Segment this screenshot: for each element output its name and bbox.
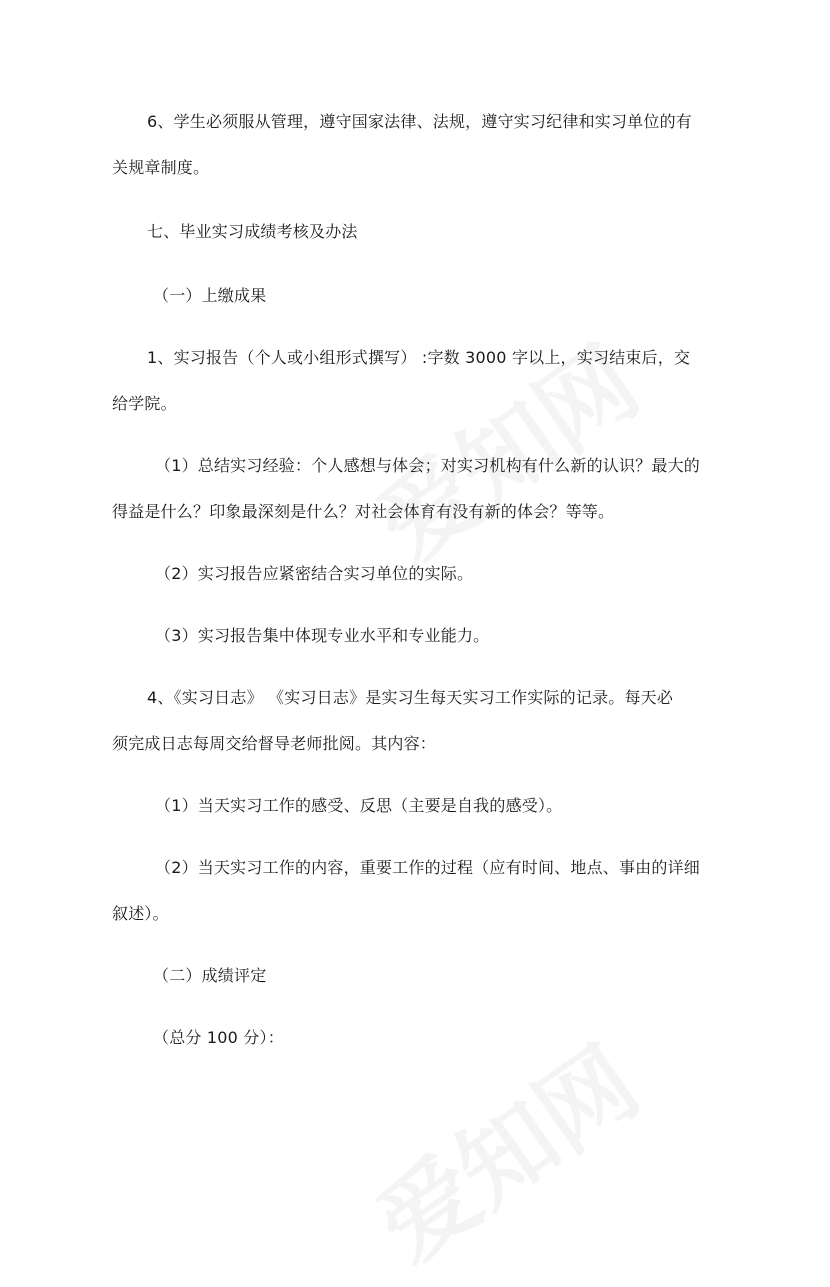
paragraph-line: 得益是什么？印象最深刻是什么？对社会体育有没有新的体会？等等。 [112, 502, 615, 521]
paragraph-line: （2）实习报告应紧密结合实习单位的实际。 [155, 564, 474, 583]
paragraph-line: （1）当天实习工作的感受、反思（主要是自我的感受）。 [155, 796, 563, 815]
subsection-heading: （一）上缴成果 [153, 286, 267, 305]
paragraph-line: （总分 100 分）： [153, 1028, 284, 1047]
paragraph-line: 须完成日志每周交给督导老师批阅。其内容： [112, 734, 437, 753]
paragraph-line: 6、学生必须服从管理，遵守国家法律、法规，遵守实习纪律和实习单位的有 [147, 112, 692, 131]
watermark-lower [347, 1010, 661, 1287]
section-heading: 七、毕业实习成绩考核及办法 [147, 222, 358, 241]
subsection-heading: （二）成绩评定 [153, 966, 267, 985]
paragraph-line: 给学院。 [112, 394, 177, 413]
paragraph-line: 关规章制度。 [112, 158, 210, 177]
paragraph-line: 叙述）。 [112, 904, 169, 923]
paragraph-line: （1）总结实习经验：个人感想与体会；对实习机构有什么新的认识？最大的 [155, 456, 700, 475]
paragraph-line: （2）当天实习工作的内容，重要工作的过程（应有时间、地点、事由的详细 [155, 858, 700, 877]
paragraph-line: 1、实习报告（个人或小组形式撰写） :字数 3000 字以上，实习结束后，交 [147, 348, 691, 367]
paragraph-line: 4、《实习日志》 《实习日志》是实习生每天实习工作实际的记录。每天必 [147, 688, 674, 707]
paragraph-line: （3）实习报告集中体现专业水平和专业能力。 [155, 626, 490, 645]
